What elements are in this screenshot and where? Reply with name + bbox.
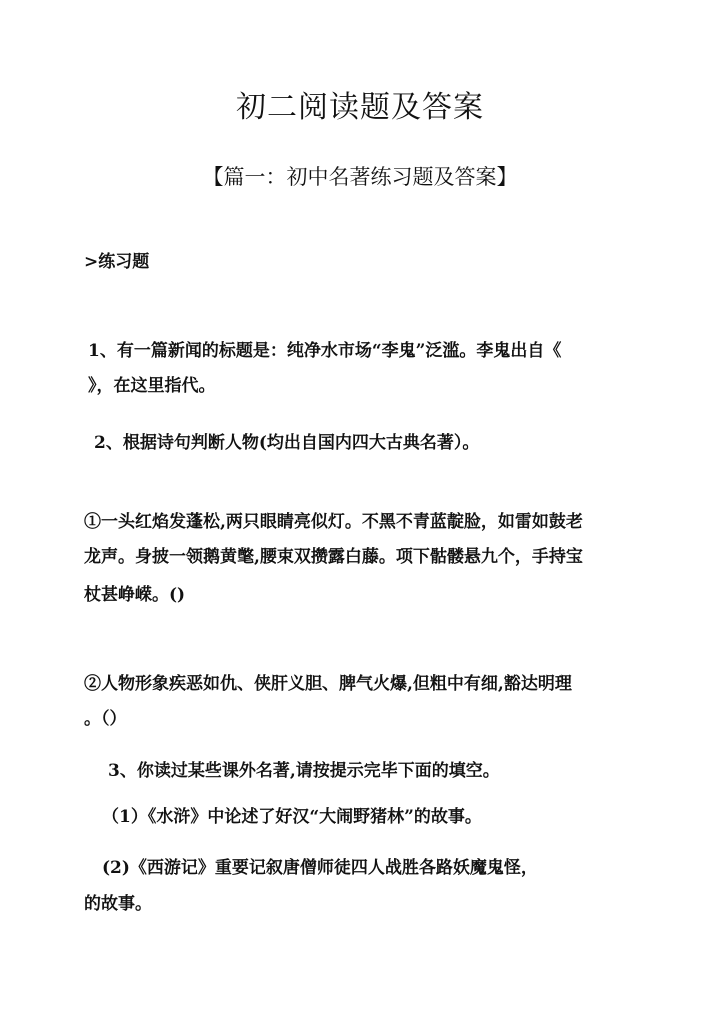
document-title: 初二阅读题及答案 (236, 90, 484, 125)
document-subtitle: 【篇一：初中名著练习题及答案】 (202, 165, 518, 189)
question-1-line-2: 》，在这里指代。 (88, 376, 216, 396)
question-2-item-2-line-2: 。（） (84, 709, 127, 729)
question-3-item-2-line-2: 的故事。 (84, 894, 152, 914)
section-heading: >练习题 (84, 252, 150, 272)
question-1-line-1: 1、有一篇新闻的标题是：纯净水市场“李鬼”泛滥。李鬼出自《 (88, 341, 562, 361)
question-3-line: 3、你读过某些课外名著,请按提示完毕下面的填空。 (108, 761, 500, 781)
question-2-line: 2、根据诗句判断人物(均出自国内四大古典名著）。 (94, 433, 480, 453)
question-3-item-1: （1）《水浒》中论述了好汉“大闹野猪林”的故事。 (102, 807, 482, 827)
question-3-item-2-line-1: (2)《西游记》重要记叙唐僧师徒四人战胜各路妖魔鬼怪， (102, 858, 538, 878)
question-2-item-1-line-2: 龙声。身披一领鹅黄氅,腰束双攒露白藤。项下骷髅悬九个，手持宝 (84, 547, 583, 567)
question-2-item-1-line-1: ①一头红焰发蓬松,两只眼睛亮似灯。不黑不青蓝靛脸，如雷如鼓老 (84, 512, 583, 532)
question-2-item-1-line-3: 杖甚峥嵘。() (84, 585, 186, 605)
question-2-item-2-line-1: ②人物形象疾恶如仇、侠肝义胆、脾气火爆,但粗中有细,豁达明理 (84, 674, 572, 694)
